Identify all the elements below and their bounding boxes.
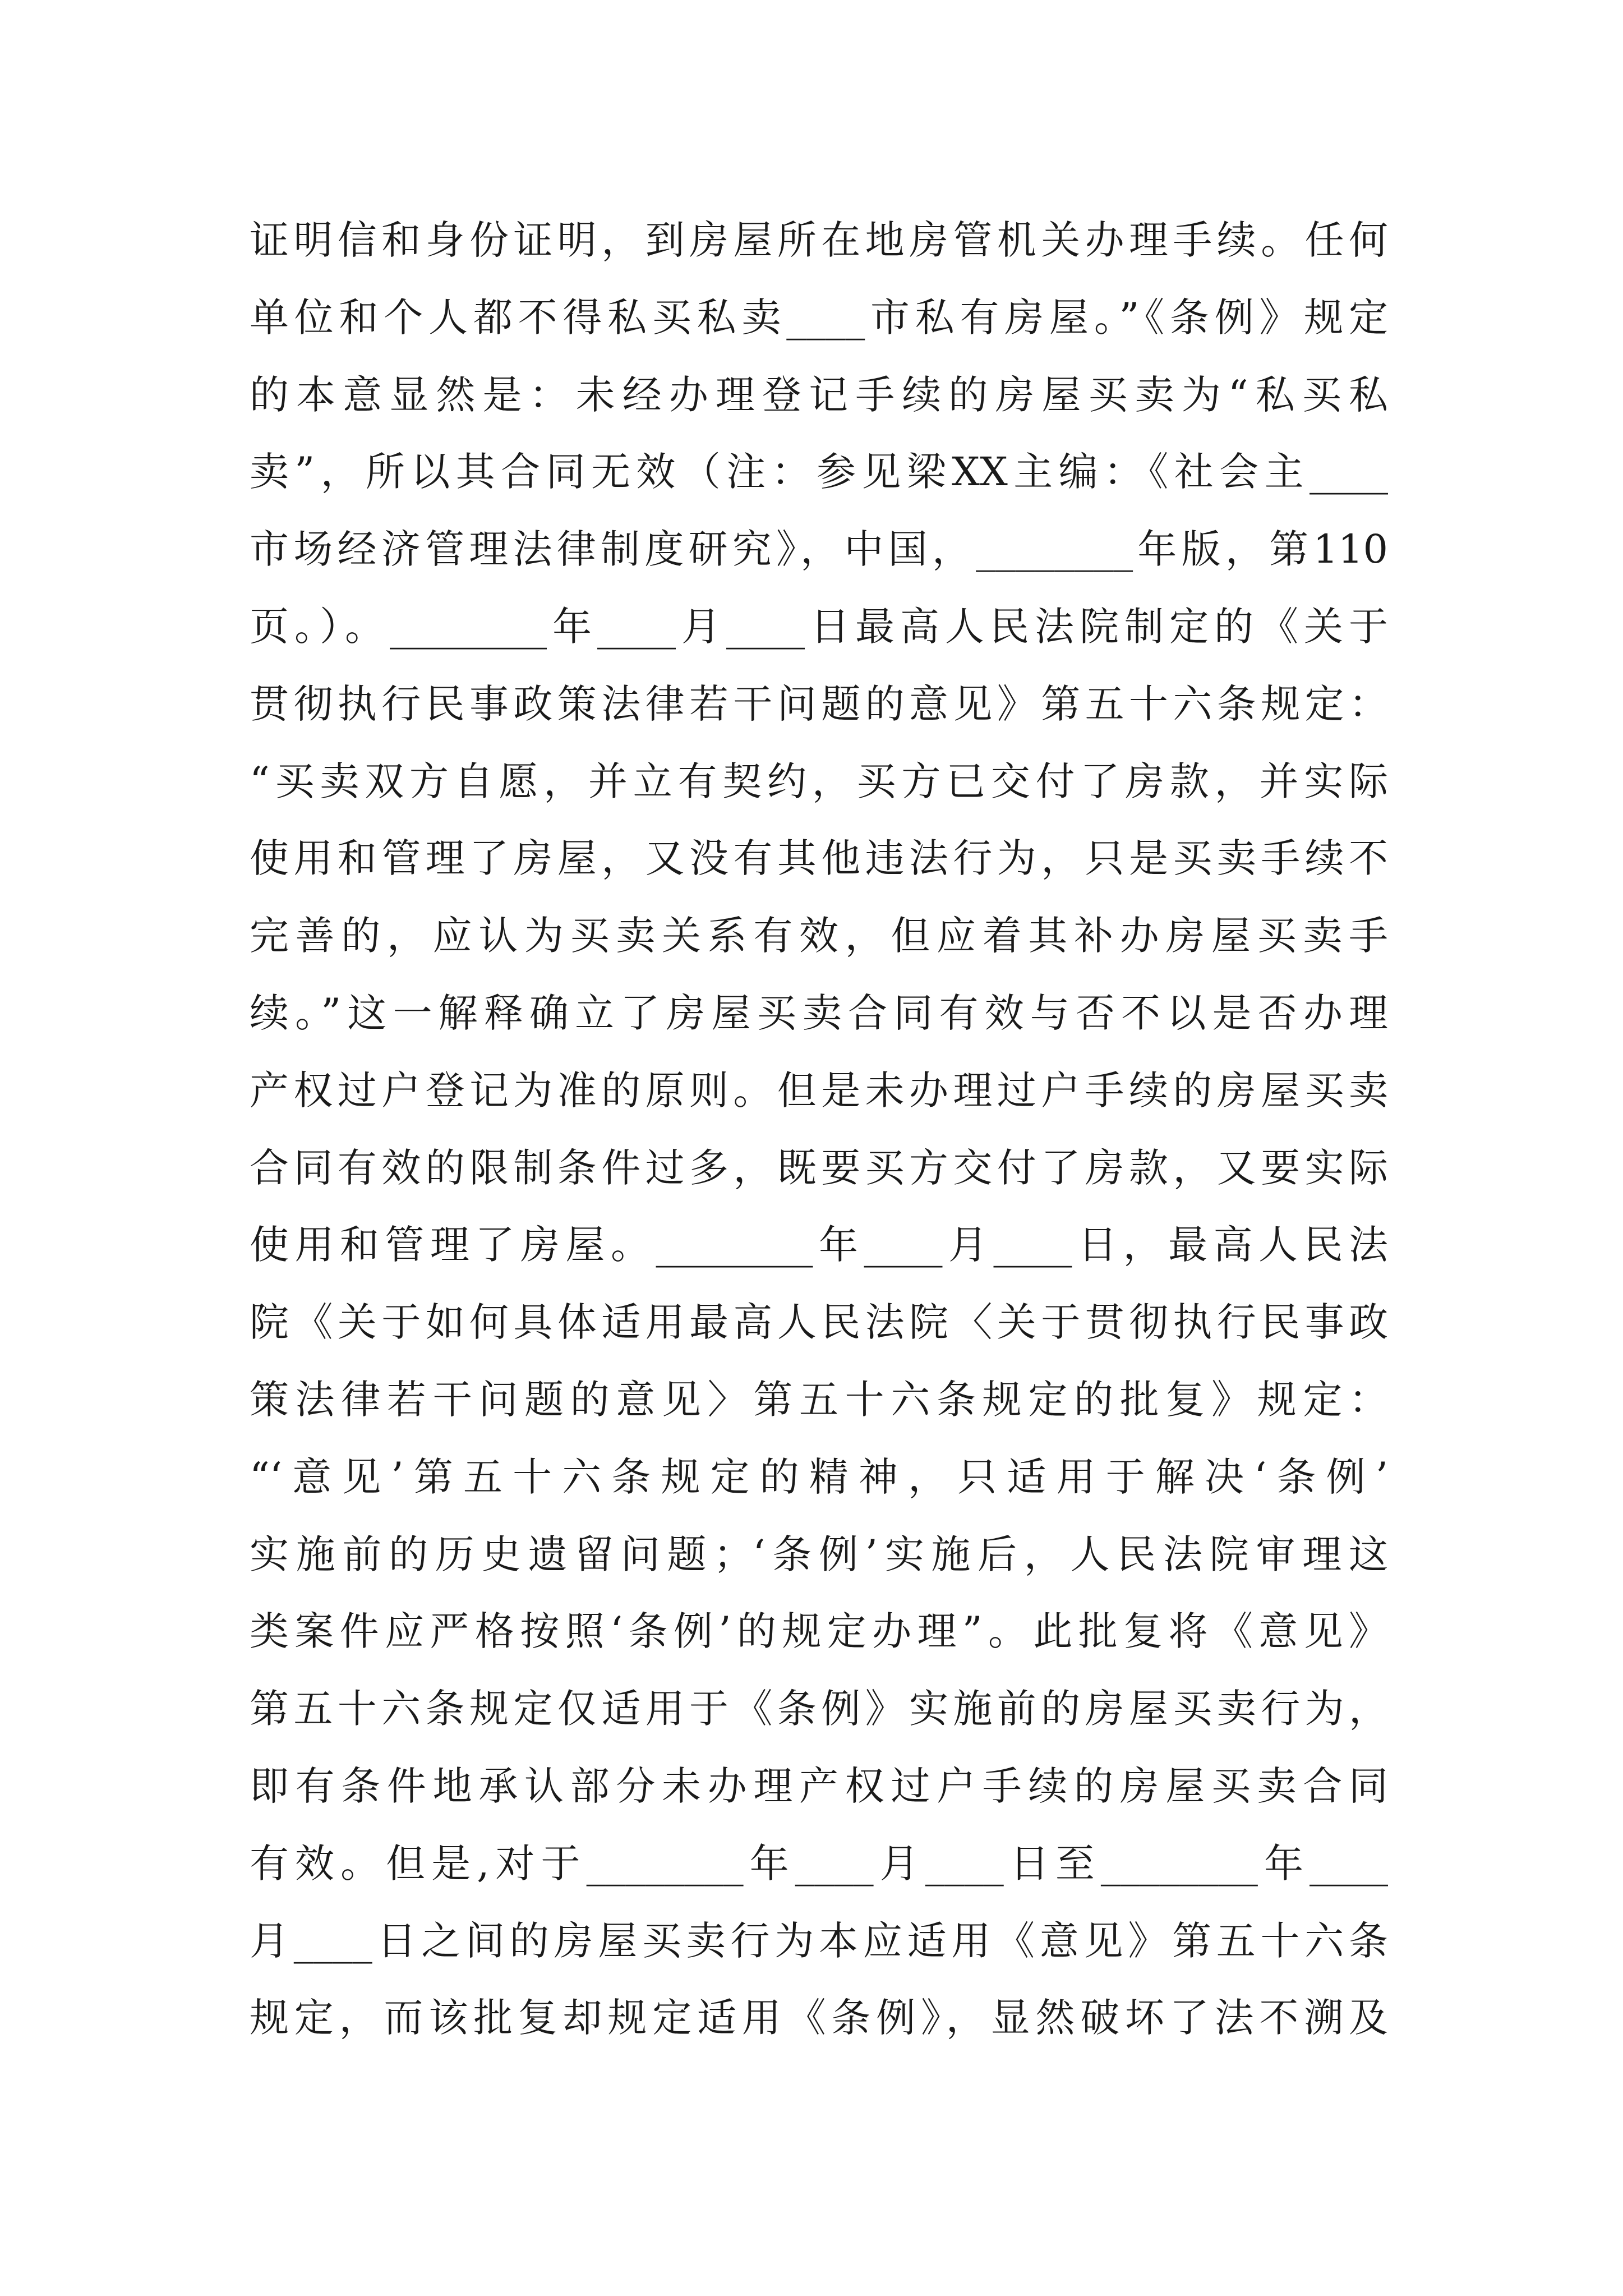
text-line: 市场经济管理法律制度研究》，中国，________年版，第110	[250, 526, 1388, 573]
text-line: 页。）。________年____月____日最高人民法院制定的《关于	[250, 603, 1388, 650]
text-line: 有效。但是,对于________年____月____日至________年____	[250, 1840, 1388, 1887]
text-line: 使用和管理了房屋。________年____月____日，最高人民法	[250, 1222, 1388, 1268]
text-line: 合同有效的限制条件过多，既要买方交付了房款，又要实际	[250, 1144, 1388, 1191]
text-line: 类案件应严格按照‘条例’的规定办理”。此批复将《意见》	[250, 1608, 1388, 1655]
text-line: “‘意见’第五十六条规定的精神，只适用于解决‘条例’	[250, 1453, 1388, 1500]
text-line: “买卖双方自愿，并立有契约，买方已交付了房款，并实际	[250, 758, 1388, 804]
text-line: 第五十六条规定仅适用于《条例》实施前的房屋买卖行为，	[250, 1686, 1388, 1732]
text-line: 院《关于如何具体适用最高人民法院〈关于贯彻执行民事政	[250, 1299, 1388, 1346]
text-line: 即有条件地承认部分未办理产权过户手续的房屋买卖合同	[250, 1763, 1388, 1809]
text-line: 贯彻执行民事政策法律若干问题的意见》第五十六条规定：	[250, 680, 1388, 727]
text-line: 实施前的历史遗留问题；‘条例’实施后，人民法院审理这	[250, 1531, 1388, 1577]
body-paragraph	[250, 202, 1388, 2057]
text-line: 续。”这一解释确立了房屋买卖合同有效与否不以是否办理	[250, 990, 1388, 1036]
text-line: 使用和管理了房屋，又没有其他违法行为，只是买卖手续不	[250, 835, 1388, 882]
text-line: 规定，而该批复却规定适用《条例》，显然破坏了法不溯及	[250, 1995, 1388, 2041]
text-line: 单位和个人都不得私买私卖____市私有房屋。”《条例》规定	[250, 294, 1388, 341]
text-line: 的本意显然是：未经办理登记手续的房屋买卖为“私买私	[250, 371, 1388, 418]
text-line: 证明信和身份证明，到房屋所在地房管机关办理手续。任何	[250, 217, 1388, 263]
text-line: 月____日之间的房屋买卖行为本应适用《意见》第五十六条	[250, 1917, 1388, 1964]
text-line: 完善的，应认为买卖关系有效，但应着其补办房屋买卖手	[250, 913, 1388, 959]
text-line: 卖”，所以其合同无效（注：参见梁XX主编：《社会主____	[250, 449, 1388, 495]
text-line: 产权过户登记为准的原则。但是未办理过户手续的房屋买卖	[250, 1067, 1388, 1114]
text-line: 策法律若干问题的意见〉第五十六条规定的批复》规定：	[250, 1376, 1388, 1423]
